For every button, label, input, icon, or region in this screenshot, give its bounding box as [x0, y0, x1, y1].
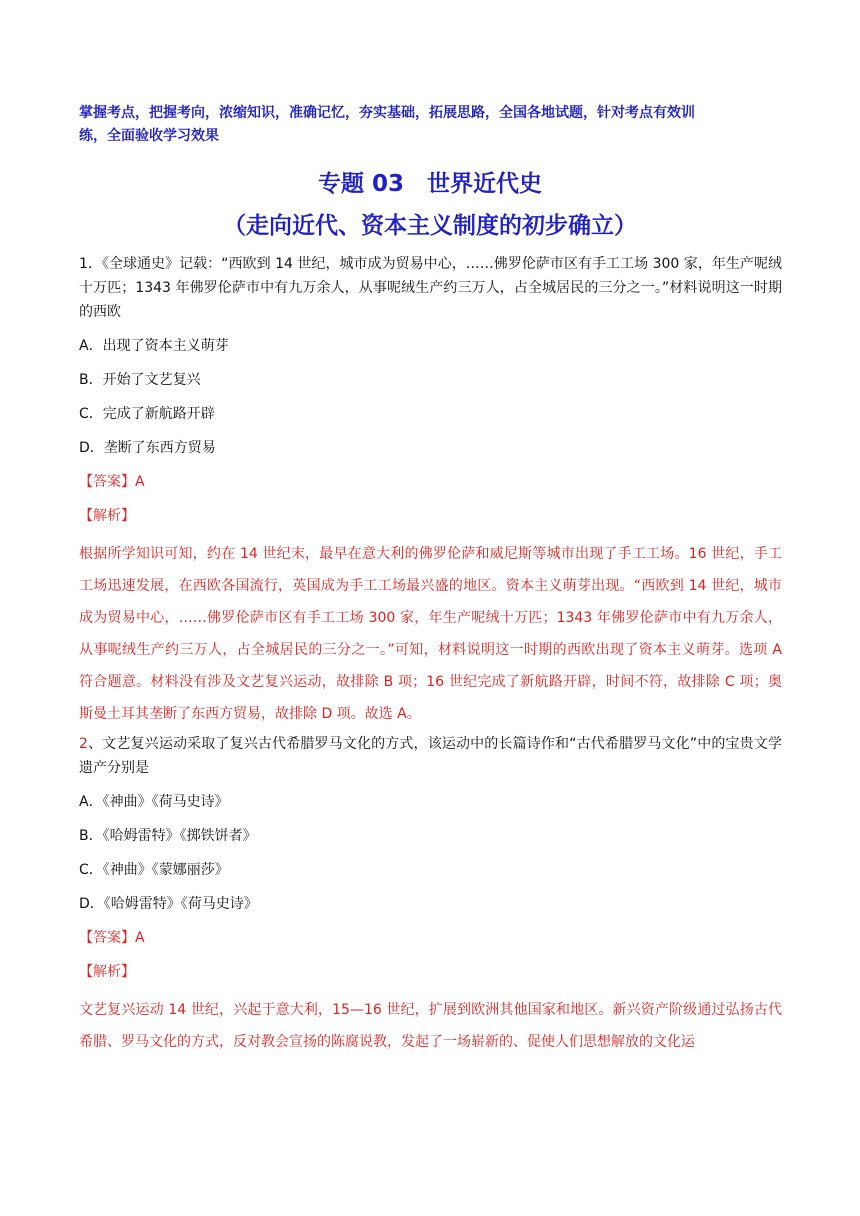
question-2-answer: 【答案】A: [79, 930, 145, 946]
question-2-number: 2: [79, 736, 88, 752]
question-2-option-c: C．《神曲》《蒙娜丽莎》: [79, 862, 229, 878]
question-1-analysis-label: 【解析】: [79, 508, 135, 524]
question-1-option-d: D．垄断了东西方贸易: [79, 440, 216, 456]
page-subtitle: （走向近代、资本主义制度的初步确立）: [223, 213, 637, 239]
question-1-option-c: C．完成了新航路开辟: [79, 406, 215, 422]
intro-text: 掌握考点，把握考向，浓缩知识，准确记忆，夯实基础，拓展思路，全国各地试题，针对考点有效训练，全面验收学习效果: [79, 105, 695, 144]
question-1-stem: 1．《全球通史》记载：“西欧到 14 世纪，城市成为贸易中心，……佛罗伦萨市区有手工工场 300 家，年生产呢绒十万匹；1343 年佛罗伦萨市中有九万余人，从事呢绒生产约三万人，占全城居民的三分之一。”材料说明这一时期的西欧: [79, 256, 782, 320]
question-2-analysis: 文艺复兴运动 14 世纪，兴起于意大利，15—16 世纪，扩展到欧洲其他国家和地区。新兴资产阶级通过弘扬古代希腊、罗马文化的方式，反对教会宣扬的陈腐说教，发起了一场崭新的、促使人们思想解放的文化运: [79, 1002, 782, 1050]
question-2-option-a: A．《神曲》《荷马史诗》: [79, 794, 229, 810]
question-1-analysis: 根据所学知识可知，约在 14 世纪末，最早在意大利的佛罗伦萨和威尼斯等城市出现了手工工场。16 世纪，手工工场迅速发展，在西欧各国流行，英国成为手工工场最兴盛的地区。资本主义萌芽出现。“西欧到 14 世纪，城市成为贸易中心，……佛罗伦萨市区有手工工场 300 家，年生产呢绒十万匹；1343 年佛罗伦萨市中有九万余人，从事呢绒生产约三万人，占全城居民的三分之一。”可知，材料说明这一时期的西欧出现了资本主义萌芽。选项 A 符合题意。材料没有涉及文艺复兴运动，故排除 B 项；16 世纪完成了新航路开辟，时间不符，故排除 C 项；奥斯曼土耳其垄断了东西方贸易，故排除 D 项。故选 A。: [79, 546, 782, 722]
question-2-stem-text: 、文艺复兴运动采取了复兴古代希腊罗马文化的方式，该运动中的长篇诗作和“古代希腊罗马文化”中的宝贵文学遗产分别是: [79, 736, 782, 776]
question-2-option-d: D．《哈姆雷特》《荷马史诗》: [79, 896, 258, 912]
question-1-answer: 【答案】A: [79, 474, 145, 490]
question-1-option-b: B．开始了文艺复兴: [79, 372, 201, 388]
question-2-option-b: B．《哈姆雷特》《掷铁饼者》: [79, 828, 257, 844]
question-1-option-a: A．出现了资本主义萌芽: [79, 338, 229, 354]
question-2-stem: [79, 732, 782, 780]
question-2-analysis-label: 【解析】: [79, 964, 135, 980]
page-title: 专题 03 世界近代史: [317, 171, 542, 197]
content: [79, 252, 782, 1060]
